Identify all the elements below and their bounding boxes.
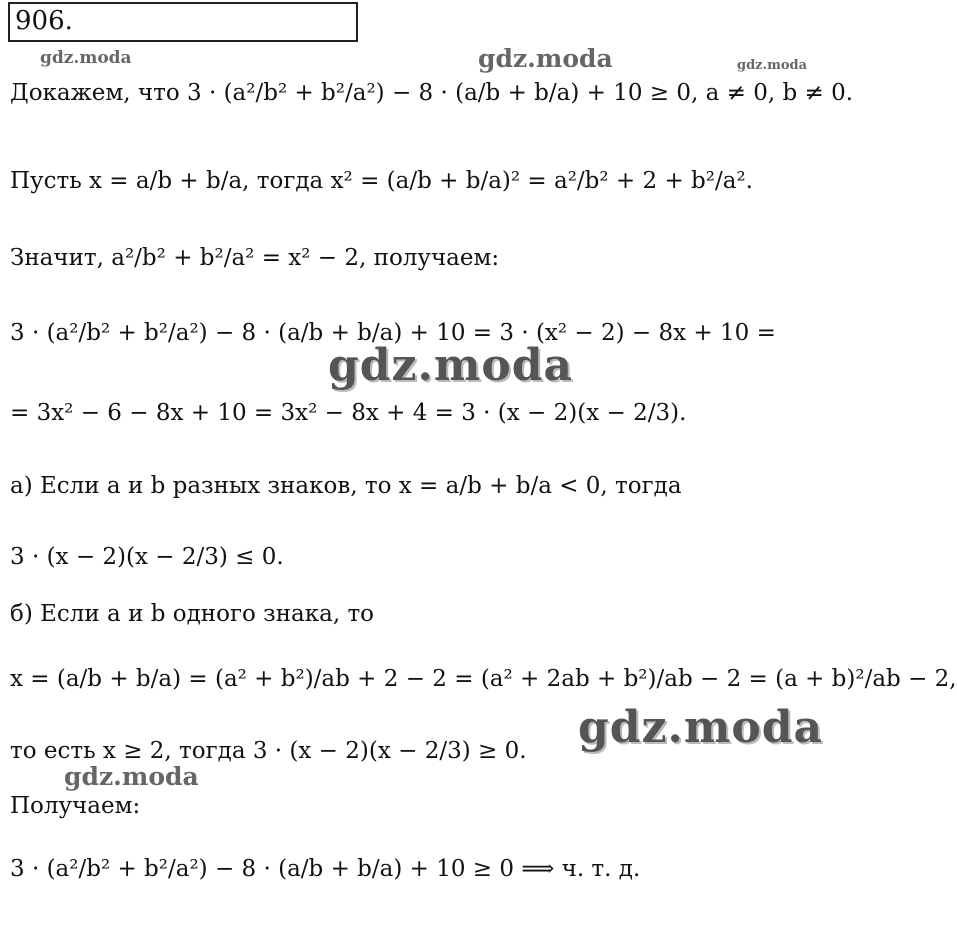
transform-line: 3 · (a²/b² + b²/a²) − 8 · (a/b + b/a) + 10 = 3 · (x² − 2) − 8x + 10 =: [10, 320, 776, 346]
watermark: gdz.moda: [64, 762, 199, 791]
problem-number: 906.: [15, 6, 73, 36]
conclusion-line: 3 · (a²/b² + b²/a²) − 8 · (a/b + b/a) + 10 ≥ 0 ⟹ ч. т. д.: [10, 856, 641, 882]
watermark: gdz.moda: [478, 44, 613, 73]
watermark: gdz.moda: [328, 340, 574, 391]
statement-line: Докажем, что 3 · (a²/b² + b²/a²) − 8 · (a/b + b/a) + 10 ≥ 0, a ≠ 0, b ≠ 0.: [10, 80, 854, 106]
conclusion-label: Получаем:: [10, 793, 141, 819]
case-b-result: то есть x ≥ 2, тогда 3 · (x − 2)(x − 2/3) ≥ 0.: [10, 738, 527, 764]
substitution-line: Пусть x = a/b + b/a, тогда x² = (a/b + b/a)² = a²/b² + 2 + b²/a².: [10, 168, 753, 194]
consequence-line: Значит, a²/b² + b²/a² = x² − 2, получаем:: [10, 245, 500, 271]
watermark: gdz.moda: [578, 702, 824, 753]
case-a-result: 3 · (x − 2)(x − 2/3) ≤ 0.: [10, 544, 284, 570]
case-a-line: а) Если a и b разных знаков, то x = a/b + b/a < 0, тогда: [10, 473, 682, 499]
case-b-line: б) Если a и b одного знака, то: [10, 601, 375, 627]
watermark: gdz.moda: [737, 58, 808, 73]
case-b-derivation: x = (a/b + b/a) = (a² + b²)/ab + 2 − 2 = (a² + 2ab + b²)/ab − 2 = (a + b)²/ab − 2,: [10, 666, 957, 692]
problem-number-box: [8, 2, 358, 42]
factor-line: = 3x² − 6 − 8x + 10 = 3x² − 8x + 4 = 3 · (x − 2)(x − 2/3).: [10, 400, 687, 426]
watermark: gdz.moda: [40, 48, 132, 68]
